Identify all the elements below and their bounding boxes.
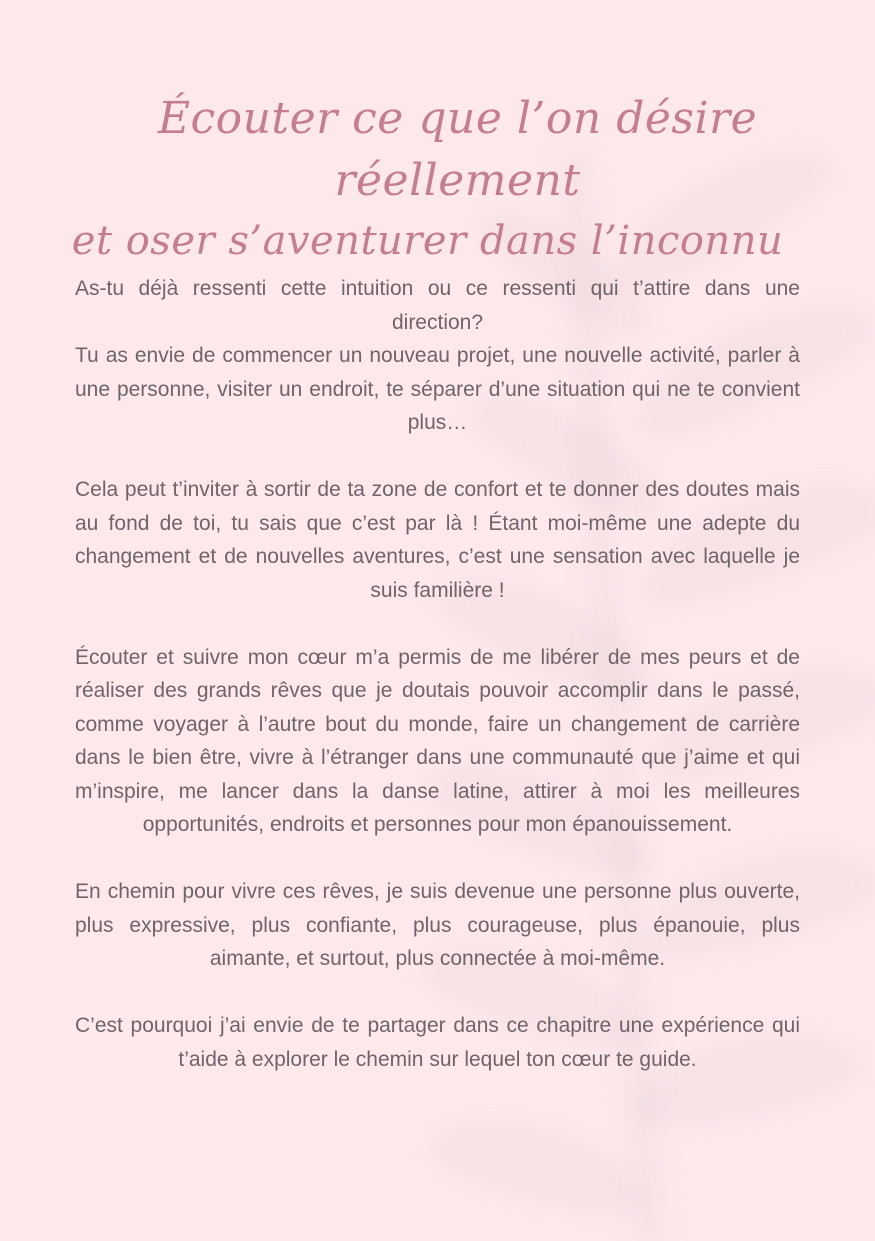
paragraph-became-person: En chemin pour vivre ces rêves, je suis devenue une personne plus ouverte, plus expressive, plus confiante, plus courageuse, plus épanouie, plus aimante, et surtout, plus connectée à moi-même. (75, 880, 800, 970)
body-text (75, 272, 800, 1110)
title-line-1: Écouter ce que l’on désire réellement (157, 93, 758, 206)
paragraph-intro-question: As-tu déjà ressenti cette intuition ou ce ressenti qui t’attire dans une direction? (75, 277, 800, 334)
paragraph-follow-heart: Écouter et suivre mon cœur m’a permis de me libérer de mes peurs et de réaliser des grands rêves que je doutais pouvoir accomplir dans le passé, comme voyager à l’autre bout du monde, faire un changement de carrière dans le bien être, vivre à l’étranger dans une communauté que j’aime et qui m’inspire, me lancer dans la danse latine, attirer à moi les meilleures opportunités, endroits et personnes pour mon épanouissement. (75, 645, 800, 836)
paragraph-intro-examples: Tu as envie de commencer un nouveau projet, une nouvelle activité, parler à une personne, visiter un endroit, te séparer d’une situation qui ne te convient plus… (75, 344, 800, 434)
title-line-2: et oser s’aventurer dans l’inconnu (71, 218, 784, 264)
page-title (0, 88, 875, 270)
paragraph-comfort-zone: Cela peut t’inviter à sortir de ta zone de confort et te donner des doutes mais au fond de toi, tu sais que c’est par là ! Étant moi-même une adepte du changement et de nouvelles aventures, c’est une sensation avec laquelle je suis familière ! (75, 478, 800, 602)
paragraph-chapter-purpose: C’est pourquoi j’ai envie de te partager dans ce chapitre une expérience qui t’aide à explorer le chemin sur lequel ton cœur te guide. (75, 1014, 800, 1071)
